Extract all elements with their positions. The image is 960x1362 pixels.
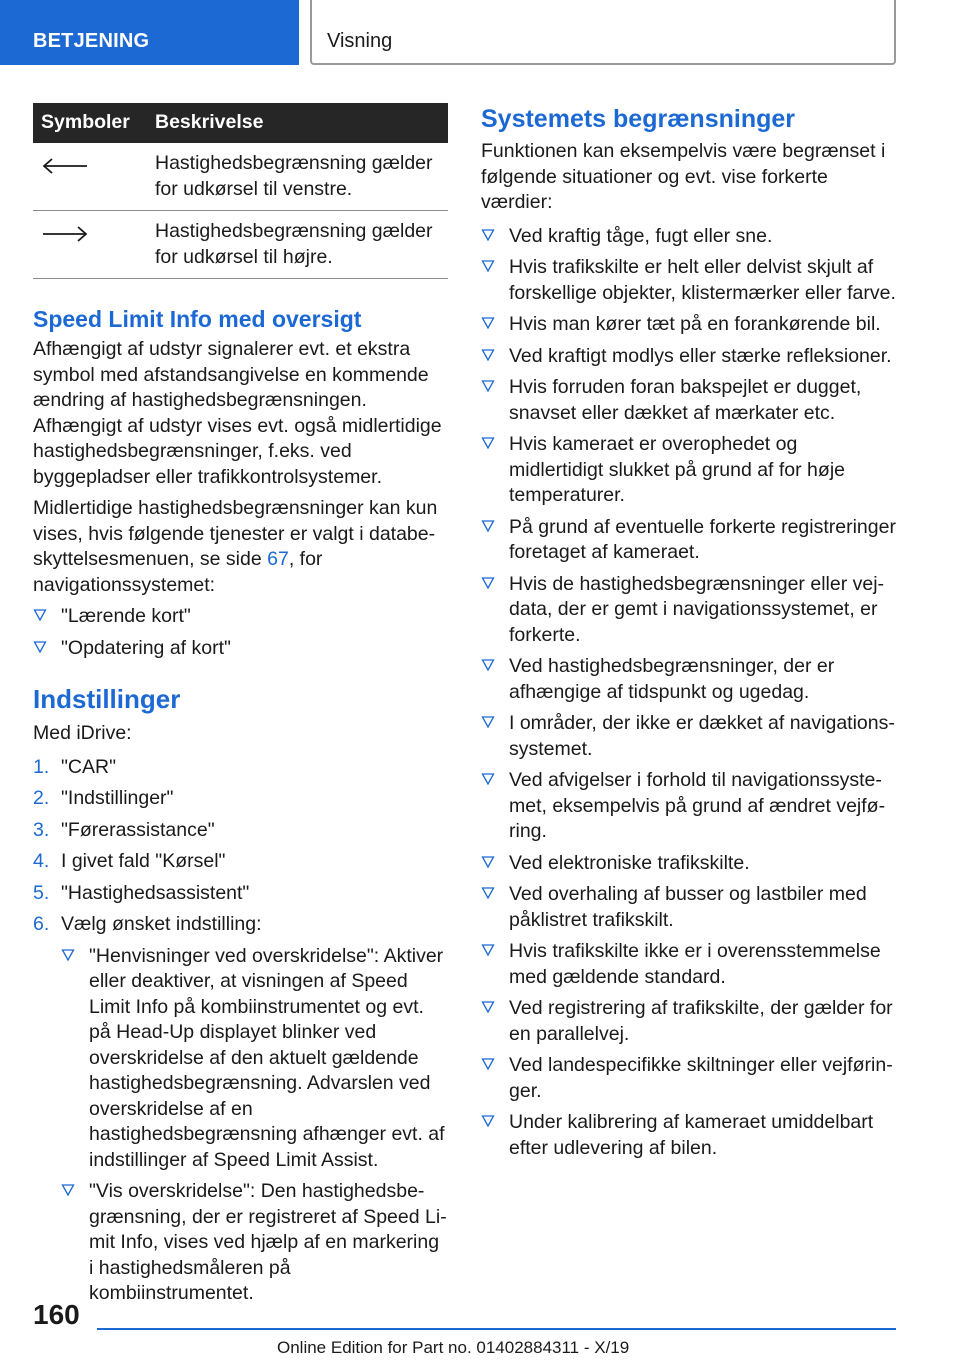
section-tab xyxy=(0,0,299,65)
step-number: 3. xyxy=(33,818,50,841)
limits-list xyxy=(481,224,896,1162)
table-cell-symbol xyxy=(33,211,155,279)
list-item-text: I områder, der ikke er dækket af navigationssystemet. xyxy=(509,712,895,760)
arrow-right-icon xyxy=(41,226,89,242)
list-item-text: Ved hastighedsbegrænsninger, der er afhængige af tidspunkt og ugedag. xyxy=(509,655,835,703)
list-item-text: Hvis man kører tæt på en forankørende bil. xyxy=(509,313,881,335)
step-number: 1. xyxy=(33,755,50,778)
services-list xyxy=(33,604,448,661)
arrow-left-icon xyxy=(41,158,89,174)
paragraph-text: , for navigationssystemet: xyxy=(33,548,323,596)
triangle-bullet-icon xyxy=(481,772,495,786)
step-number: 4. xyxy=(33,850,50,872)
overview-paragraph: Afhængigt af udstyr signalerer evt. et ekstra symbol med afstandsangivelse en kommende ændring af hastighedsbegrænsningen. Afhængigt af udstyr vises evt. også midlertidige hastighedsbegrænsninger, f.eks. ved byggepladser eller trafikkontrolsystemer. xyxy=(33,338,442,488)
list-item xyxy=(481,882,896,933)
triangle-bullet-icon xyxy=(33,640,47,654)
list-item xyxy=(61,944,448,1174)
subsection-tab xyxy=(310,0,896,65)
list-item-text: Ved registrering af trafikskilte, der gælder for en parallelvej. xyxy=(509,997,893,1045)
list-item-text: "Lærende kort" xyxy=(61,605,191,627)
list-item xyxy=(481,851,896,877)
settings-intro: Med iDrive: xyxy=(33,722,132,744)
list-item-text: Under kalibrering af kameraet umiddelbart efter udlevering af bilen. xyxy=(509,1111,874,1159)
step-number: 5. xyxy=(33,881,50,904)
triangle-bullet-icon xyxy=(481,436,495,450)
list-item-text: Ved elektroniske trafikskilte. xyxy=(509,851,750,874)
list-item xyxy=(481,224,896,250)
triangle-bullet-icon xyxy=(481,658,495,672)
step-item xyxy=(33,818,448,844)
list-item xyxy=(481,1110,896,1161)
triangle-bullet-icon xyxy=(481,1114,495,1128)
triangle-bullet-icon xyxy=(481,228,495,242)
table-cell-symbol xyxy=(33,143,155,211)
list-item-text: Hvis forruden foran bakspejlet er dugget, snavset eller dækket af mærkater etc. xyxy=(509,376,862,424)
list-item xyxy=(481,312,896,338)
footer-edition: Online Edition for Part no. 01402884311 - X/19 xyxy=(277,1338,630,1357)
list-item-text: Hvis trafikskilte ikke er i overensstemmelse med gældende standard. xyxy=(509,940,881,988)
table-cell-description: Hastighedsbegrænsning gælder for udkørsel til højre. xyxy=(155,211,448,279)
right-column xyxy=(481,103,896,1167)
list-item xyxy=(481,432,896,509)
section-title: BETJENING xyxy=(33,30,150,52)
overview-heading: Speed Limit Info med oversigt xyxy=(33,306,362,332)
paragraph-text: Midlertidige hastighedsbegrænsninger kan kun vises, hvis følgende tjenester er valgt i databeskyttelsesmenuen, se side xyxy=(33,497,438,570)
triangle-bullet-icon xyxy=(481,886,495,900)
list-item-text: Hvis kameraet er overophedet og midlertidigt slukket på grund af for høje temperaturer. xyxy=(509,433,845,506)
table-row xyxy=(33,211,448,279)
list-item xyxy=(481,996,896,1047)
list-item xyxy=(481,515,896,566)
settings-heading: Indstillinger xyxy=(33,684,181,714)
list-item-text: Hvis trafikskilte er helt eller delvist skjult af forskellige objekter, klistermærker eller farve. xyxy=(509,256,896,304)
triangle-bullet-icon xyxy=(61,1183,75,1197)
page-link[interactable]: 67 xyxy=(267,548,289,570)
step-text: Vælg ønsket indstilling: xyxy=(61,913,262,935)
triangle-bullet-icon xyxy=(33,608,47,622)
triangle-bullet-icon xyxy=(481,715,495,729)
table-cell-description: Hastighedsbegrænsning gælder for udkørsel til venstre. xyxy=(155,143,448,211)
table-header-description: Beskrivelse xyxy=(155,103,448,143)
triangle-bullet-icon xyxy=(481,348,495,362)
list-item xyxy=(33,636,448,662)
table-header-symbols: Symboler xyxy=(33,103,155,143)
settings-steps xyxy=(33,755,448,1307)
subsection-title: Visning xyxy=(327,30,393,52)
step-item xyxy=(33,786,448,812)
list-item-text: Ved overhaling af busser og lastbiler med påklistret trafikskilt. xyxy=(509,883,867,931)
table-row xyxy=(33,143,448,211)
list-item-text: Ved kraftig tåge, fugt eller sne. xyxy=(509,224,773,247)
step-number: 6. xyxy=(33,913,50,935)
step-number: 2. xyxy=(33,787,50,809)
step-text: "Indstillinger" xyxy=(61,787,174,809)
list-item xyxy=(481,572,896,649)
page-number: 160 xyxy=(33,1299,80,1330)
step-text: "Hastighedsassistent" xyxy=(61,881,250,904)
triangle-bullet-icon xyxy=(481,576,495,590)
settings-options-list xyxy=(61,944,448,1307)
list-item-text: "Opdatering af kort" xyxy=(61,636,231,659)
list-item-text: Ved afvigelser i forhold til navigationssystemet, eksempelvis på grund af ændret vejføring. xyxy=(509,769,886,842)
list-item xyxy=(481,255,896,306)
step-item xyxy=(33,849,448,875)
triangle-bullet-icon xyxy=(481,1000,495,1014)
triangle-bullet-icon xyxy=(481,519,495,533)
triangle-bullet-icon xyxy=(481,1057,495,1071)
step-text: "CAR" xyxy=(61,755,117,778)
list-item-text: Ved landespecifikke skiltninger eller vejføringer. xyxy=(509,1054,893,1102)
symbol-table xyxy=(33,103,448,279)
step-item xyxy=(33,912,448,1307)
triangle-bullet-icon xyxy=(481,379,495,393)
list-item xyxy=(481,1053,896,1104)
table-header-row xyxy=(33,103,448,143)
list-item xyxy=(481,939,896,990)
list-item-text: Ved kraftigt modlys eller stærke refleksioner. xyxy=(509,344,892,367)
list-item-text: "Vis overskridelse": Den hastighedsbegrænsning, der er registreret af Speed Limit Info, vises ved hjælp af en markering i hastighedsmåleren på kombiinstrumentet. xyxy=(89,1180,447,1304)
list-item-text: På grund af eventuelle forkerte registreringer foretaget af kameraet. xyxy=(509,515,896,563)
footer-divider xyxy=(97,1328,896,1330)
list-item xyxy=(61,1179,448,1307)
limits-intro: Funktionen kan eksempelvis være begrænset i følgende situationer og evt. vise forkerte værdier: xyxy=(481,140,886,213)
triangle-bullet-icon xyxy=(61,948,75,962)
step-text: I givet fald "Kørsel" xyxy=(61,850,226,872)
list-item xyxy=(481,344,896,370)
list-item xyxy=(481,375,896,426)
list-item xyxy=(481,711,896,762)
limits-heading: Systemets begrænsninger xyxy=(481,105,795,133)
triangle-bullet-icon xyxy=(481,259,495,273)
list-item xyxy=(33,604,448,630)
step-item xyxy=(33,755,448,781)
triangle-bullet-icon xyxy=(481,943,495,957)
overview-paragraph-services xyxy=(33,496,448,598)
list-item-text: Hvis de hastighedsbegrænsninger eller vejdata, der er gemt i navigationssystemet, er forkerte. xyxy=(509,572,885,646)
left-column xyxy=(33,103,448,1313)
triangle-bullet-icon xyxy=(481,316,495,330)
triangle-bullet-icon xyxy=(481,855,495,869)
list-item xyxy=(481,654,896,705)
list-item-text: "Henvisninger ved overskridelse": Aktiver eller deaktiver, at visningen af Speed Limit Info på kombiinstrumentet og evt. på Head-Up displayet blinker ved overskridelse af den aktuelt gældende hastighedsbegrænsning. Advarslen ved overskridelse af en hastighedsbegrænsning afhænger evt. af indstillinger af Speed Limit Assist. xyxy=(89,944,445,1171)
step-item xyxy=(33,881,448,907)
list-item xyxy=(481,768,896,845)
step-text: "Førerassistance" xyxy=(61,818,215,841)
